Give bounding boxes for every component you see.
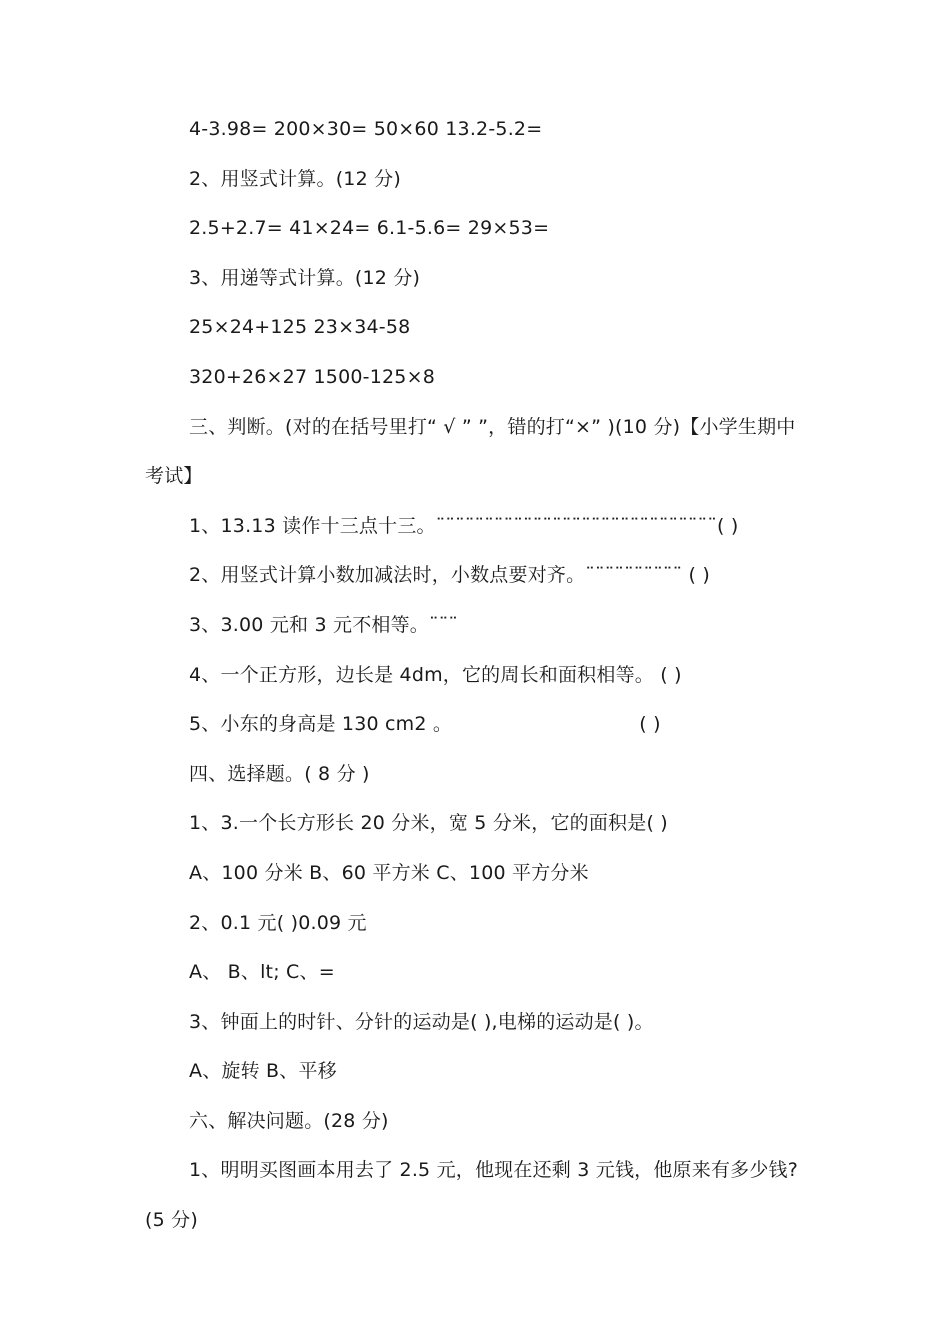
- section-stepwise-calc-heading: 3、用递等式计算。(12 分): [189, 266, 421, 289]
- oral-calc-line: 4-3.98= 200×30= 50×60 13.2-5.2=: [189, 118, 543, 140]
- section-problem-solving-heading: 六、解决问题。(28 分): [189, 1109, 389, 1132]
- judgment-item-5: 5、小东的身高是 130 cm2 。 ( ): [189, 713, 661, 736]
- stepwise-calc-line-2: 320+26×27 1500-125×8: [189, 365, 435, 388]
- choice-options-1: A、100 分米 B、60 平方米 C、100 平方分米: [189, 861, 589, 884]
- judgment-item-4: 4、一个正方形，边长是 4dm，它的周长和面积相等。 ( ): [189, 663, 682, 686]
- stepwise-calc-line-1: 25×24+125 23×34-58: [189, 316, 411, 339]
- section-judgment-heading: 三、判断。(对的在括号里打“ √ ” ”，错的打“×” )(10 分)【小学生期中考试】: [145, 415, 796, 488]
- section-choice-heading: 四、选择题。( 8 分 ): [189, 762, 370, 785]
- judgment-item-3: 3、3.00 元和 3 元不相等。¨¨¨: [189, 613, 459, 636]
- choice-question-3: 3、钟面上的时针、分针的运动是( ),电梯的运动是( )。: [189, 1010, 654, 1033]
- section-vertical-calc-heading: 2、用竖式计算。(12 分): [189, 167, 401, 190]
- judgment-item-2: 2、用竖式计算小数加减法时，小数点要对齐。¨¨¨¨¨¨¨¨¨¨ ( ): [189, 564, 710, 587]
- judgment-item-1: 1、13.13 读作十三点十三。¨¨¨¨¨¨¨¨¨¨¨¨¨¨¨¨¨¨¨¨¨¨¨¨¨¨¨¨¨( ): [189, 514, 739, 537]
- vertical-calc-problems: 2.5+2.7= 41×24= 6.1-5.6= 29×53=: [189, 217, 550, 240]
- choice-options-3: A、旋转 B、平移: [189, 1060, 337, 1083]
- choice-options-2: A、 B、lt; C、=: [189, 961, 335, 984]
- choice-question-2: 2、0.1 元( )0.09 元: [189, 911, 367, 934]
- document-body: [145, 105, 810, 1246]
- problem-solving-item-1: 1、明明买图画本用去了 2.5 元，他现在还剩 3 元钱，他原来有多少钱?(5 分): [145, 1159, 799, 1232]
- choice-question-1: 1、3.一个长方形长 20 分米，宽 5 分米，它的面积是( ): [189, 812, 668, 835]
